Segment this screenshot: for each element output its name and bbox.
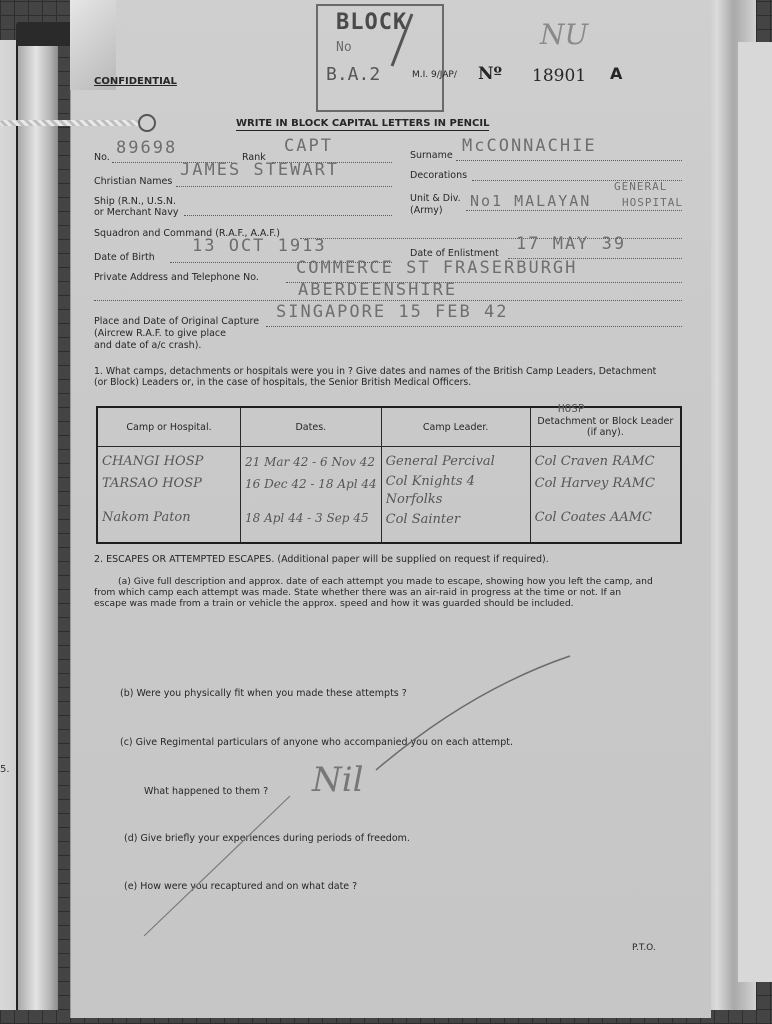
question-2a-line-2: from which camp each attempt was made. State whether there was an air-raid in progress at the time or not. If an [94,587,622,598]
address-value-1: COMMERCE ST FRASERBURGH [296,258,578,278]
leader-column [381,447,530,544]
dates-column [241,447,382,544]
capture-line [266,326,682,327]
form-suffix: A [610,64,623,83]
question-2d: (d) Give briefly your experiences during periods of freedom. [124,833,410,844]
instruction-heading: WRITE IN BLOCK CAPITAL LETTERS IN PENCIL [236,118,490,129]
detachment-column [530,447,681,544]
form-number: 18901 [532,66,587,86]
ship-label-1: Ship (R.N., U.S.N. [94,196,177,207]
no-value: 89698 [116,138,178,158]
detachment-leader: Col Harvey RAMC [534,476,655,491]
form-code: M.I. 9/JAP/ [412,70,457,80]
please-turn-over: P.T.O. [632,943,656,953]
question-2-title: 2. ESCAPES OR ATTEMPTED ESCAPES. (Additional paper will be supplied on request if required). [94,554,549,565]
header-camp-leader: Camp Leader. [381,407,530,447]
question-2a-line-3: escape was made from a train or vehicle the approx. speed and how it was guarded should be included. [94,598,574,609]
camp-name: TARSAO HOSP [102,476,202,491]
rank-value: CAPT [284,136,333,156]
dob-label: Date of Birth [94,252,155,263]
address-value-2: ABERDEENSHIRE [298,280,458,300]
rank-label: Rank [242,152,266,163]
capture-label-1: Place and Date of Original Capture [94,316,260,327]
left-sheet-mark: 5. [0,764,10,775]
table-row [97,447,681,544]
question-2b: (b) Were you physically fit when you made these attempts ? [120,688,407,699]
unit-value-1: No1 MALAYAN [470,192,592,210]
file-binder [16,30,58,1010]
camp-dates: 21 Mar 42 - 6 Nov 42 [245,455,376,469]
question-1-line-2: (or Block) Leaders or, in the case of hospitals, the Senior British Medical Officers. [94,377,472,388]
stamp-slash-mark [380,10,420,70]
question-2e: (e) How were you recaptured and on what date ? [124,881,358,892]
enlistment-label: Date of Enlistment [410,248,499,259]
unit-label-2: (Army) [410,205,443,216]
camp-leader: Col Sainter [385,512,461,527]
header-dates: Dates. [241,407,382,447]
unit-value-3: HOSPITAL [622,196,683,209]
stamp-no-text: No [336,40,352,55]
ship-label-2: or Merchant Navy [94,207,179,218]
question-2a-line-1: (a) Give full description and approx. date of each attempt you made to escape, showing how you left the camp, and [118,576,653,587]
strike-through-lines [140,650,580,940]
christian-names-line [176,186,392,187]
ship-line [184,215,392,216]
stamp-block-text: BLOCK [336,10,408,35]
unit-value-2: GENERAL [614,180,668,193]
header-handwritten-note: HOSP [558,402,585,415]
camp-column [97,447,241,544]
detachment-leader: Col Coates AAMC [534,510,652,525]
unit-line [466,210,682,211]
capture-label-2: (Aircrew R.A.F. to give place [94,328,226,339]
corner-handwriting: NU [540,18,589,51]
surname-line [456,160,682,161]
detachment-leader: Col Craven RAMC [534,454,655,469]
camp-dates: 18 Apl 44 - 3 Sep 45 [245,511,369,525]
christian-names-label: Christian Names [94,176,173,187]
treasury-tag-string [0,120,150,126]
unit-label-1: Unit & Div. [410,193,461,204]
enlistment-value: 17 MAY 39 [516,234,627,254]
header-camp: Camp or Hospital. [97,407,241,447]
camp-leader: General Percival [385,454,495,469]
camp-name: Nakom Paton [102,510,191,525]
surname-label: Surname [410,150,453,161]
christian-names-value: JAMES STEWART [180,160,340,180]
camp-leader: Col Knights 4 Norfolks [385,474,475,507]
number-label: Nº [478,64,503,84]
squadron-label: Squadron and Command (R.A.F., A.A.F.) [94,228,280,239]
address-line-2 [94,300,682,301]
surname-value: McCONNACHIE [462,136,597,156]
punch-hole-eyelet [138,114,156,132]
question-2c: (c) Give Regimental particulars of anyone who accompanied you on each attempt. [120,737,513,748]
no-label: No. [94,152,110,163]
camp-dates: 16 Dec 42 - 18 Apl 44 [245,477,377,491]
capture-value: SINGAPORE 15 FEB 42 [276,302,509,322]
camp-name: CHANGI HOSP [102,454,204,469]
camps-table-header [97,407,681,447]
header-detachment-leader: Detachment or Block Leader (if any). [530,407,681,447]
capture-label-3: and date of a/c crash). [94,340,202,351]
confidential-label: CONFIDENTIAL [94,76,177,87]
adjacent-sheet-right [738,42,772,982]
camps-table [96,406,682,544]
stamp-code-text: B.A.2 [326,64,381,85]
dob-value: 13 OCT 1913 [192,236,327,256]
nil-answer: Nil [312,760,364,800]
question-1-line-1: 1. What camps, detachments or hospitals were you in ? Give dates and names of the British Camp Leaders, Detachment [94,366,657,377]
address-label: Private Address and Telephone No. [94,272,259,283]
question-2c-follow: What happened to them ? [144,786,269,797]
decorations-label: Decorations [410,170,468,181]
